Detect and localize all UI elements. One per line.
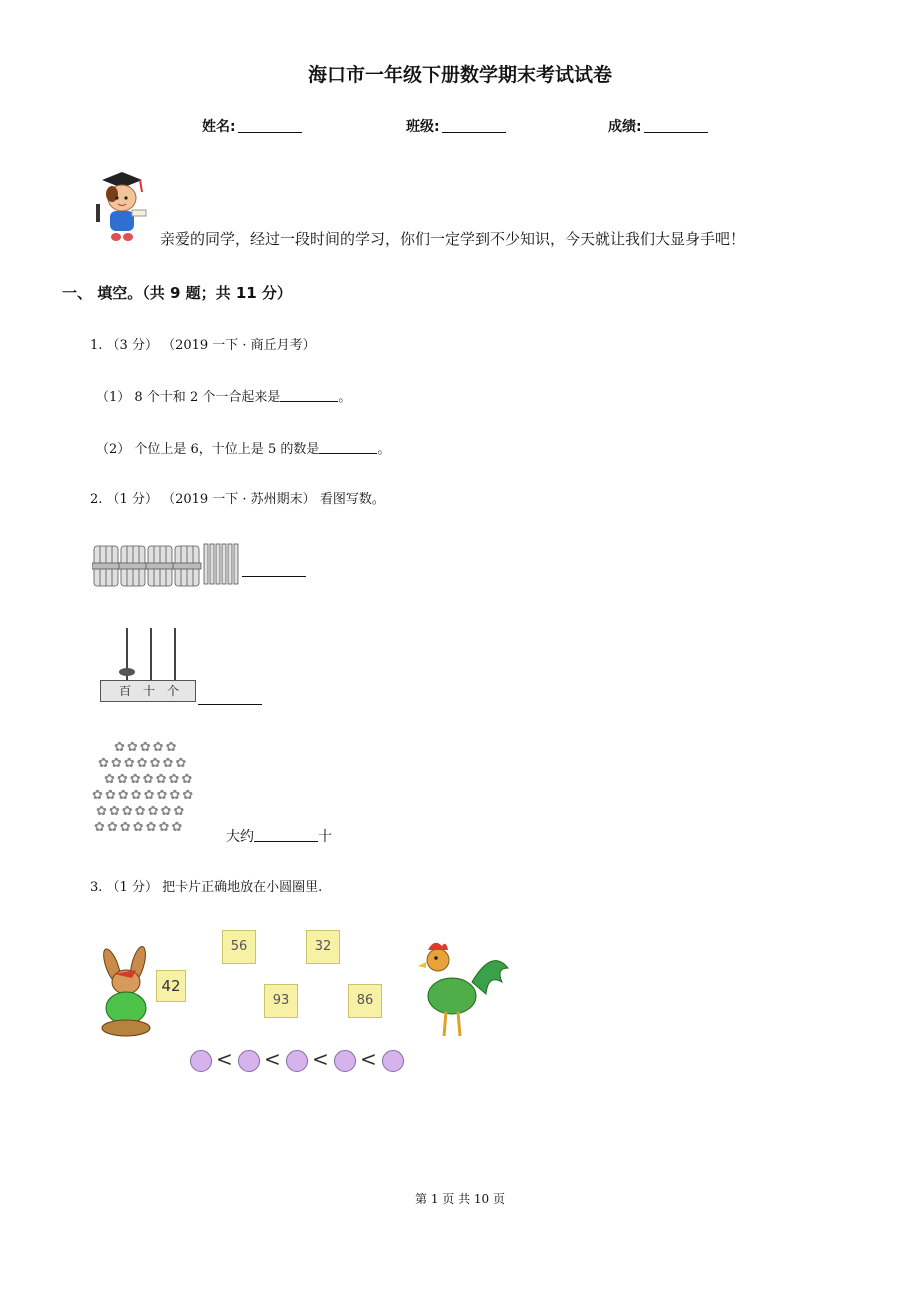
flower-cluster-illustration: ✿✿✿✿✿ ✿✿✿✿✿✿✿ ✿✿✿✿✿✿✿ ✿✿✿✿✿✿✿✿ ✿✿✿✿✿✿✿ ✿✿✿✿✿✿✿	[92, 740, 196, 835]
class-field	[406, 116, 506, 136]
q2-approx-blank[interactable]	[254, 829, 318, 842]
answer-circle-3[interactable]	[286, 1050, 308, 1072]
greeting-text: 亲爱的同学，经过一段时间的学习，你们一定学到不少知识，今天就让我们大显身手吧！	[160, 230, 746, 248]
number-card-1[interactable]: 56	[222, 930, 256, 964]
less-than-4: <	[360, 1047, 377, 1071]
q1-part1-text: （1） 8 个十和 2 个一合起来是	[96, 390, 281, 405]
page-title: 海口市一年级下册数学期末考试试卷	[307, 64, 612, 86]
q1-part1-blank[interactable]	[280, 389, 338, 402]
number-card-3[interactable]: 93	[264, 984, 298, 1018]
q2-approx	[226, 826, 332, 846]
q2-header: 2. （1 分） （2019 一下 · 苏州期末） 看图写数。	[90, 492, 385, 507]
q1-part2-text: （2） 个位上是 6，十位上是 5 的数是	[96, 442, 320, 457]
name-blank[interactable]	[238, 118, 302, 133]
q1-header: 1. （3 分） （2019 一下 · 商丘月考）	[90, 338, 316, 353]
q1-part2-blank[interactable]	[319, 441, 377, 454]
number-card-2[interactable]: 32	[306, 930, 340, 964]
page-footer: 第 1 页 共 10 页	[415, 1192, 505, 1206]
score-field	[608, 116, 708, 136]
name-field	[202, 116, 302, 136]
less-than-1: <	[216, 1047, 233, 1071]
abacus-illustration	[100, 626, 196, 702]
q1-part2	[96, 438, 390, 457]
q1-part2-end: 。	[377, 442, 391, 457]
answer-circle-2[interactable]	[238, 1050, 260, 1072]
q1-part1	[96, 386, 351, 405]
q2-bundle-blank[interactable]	[242, 576, 306, 577]
less-than-3: <	[312, 1047, 329, 1071]
q3-header: 3. （1 分） 把卡片正确地放在小圆圈里.	[90, 880, 323, 895]
answer-circle-5[interactable]	[382, 1050, 404, 1072]
less-than-2: <	[264, 1047, 281, 1071]
graduate-kid-illustration	[88, 166, 150, 246]
q1-part1-end: 。	[338, 390, 352, 405]
abacus-label-hundreds: 百	[119, 684, 132, 698]
score-blank[interactable]	[644, 118, 708, 133]
rooster-illustration	[412, 938, 512, 1042]
class-blank[interactable]	[442, 118, 506, 133]
rabbit-card[interactable]: 42	[156, 970, 186, 1002]
section-heading: 一、 填空。（共 9 题；共 11 分）	[62, 284, 292, 302]
stick-bundles-illustration	[92, 540, 244, 588]
abacus-label-ones: 个	[167, 684, 180, 698]
q2-approx-suffix: 十	[318, 829, 332, 845]
number-card-4[interactable]: 86	[348, 984, 382, 1018]
class-label: 班级:	[406, 119, 440, 135]
name-label: 姓名:	[202, 119, 236, 135]
q2-abacus-blank[interactable]	[198, 704, 262, 705]
answer-circle-1[interactable]	[190, 1050, 212, 1072]
q2-approx-prefix: 大约	[226, 829, 254, 845]
answer-circle-4[interactable]	[334, 1050, 356, 1072]
score-label: 成绩:	[608, 119, 642, 135]
abacus-label-tens: 十	[143, 684, 156, 698]
